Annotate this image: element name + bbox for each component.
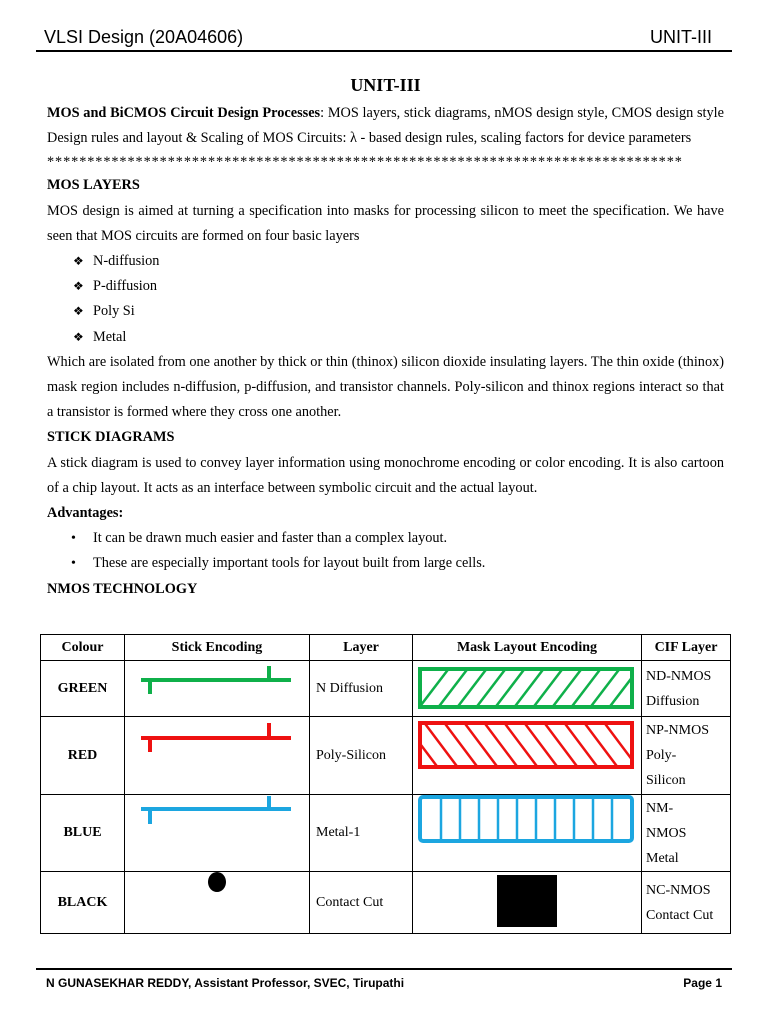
table-header-row [41, 635, 731, 661]
list-item-text: N-diffusion [93, 253, 160, 270]
page-number: Page 1 [683, 976, 722, 990]
advantages-heading: Advantages: [47, 505, 124, 522]
column-header: Colour [41, 635, 125, 661]
red-stick-icon [125, 717, 309, 794]
colour-cell: RED [41, 717, 125, 795]
nmos-technology-heading: NMOS TECHNOLOGY [47, 580, 198, 597]
mos-layers-heading: MOS LAYERS [47, 177, 140, 194]
cif-line: Poly- [646, 748, 677, 763]
layer-list [47, 249, 724, 350]
page-footer [36, 968, 732, 990]
cif-cell [642, 661, 731, 717]
layer-cell: Poly-Silicon [310, 717, 413, 795]
contact-square-icon [413, 872, 641, 933]
column-header: Layer [310, 635, 413, 661]
stick-encoding-cell [125, 795, 310, 872]
page-header [36, 26, 732, 52]
mask-layout-cell [413, 661, 642, 717]
intro-paragraph [47, 101, 724, 151]
cif-line: NM- [646, 800, 674, 816]
bullet-icon: ❖ [73, 254, 84, 269]
list-item-text: Metal [93, 328, 127, 345]
layer-cell: N Diffusion [310, 661, 413, 717]
mask-layout-cell [413, 717, 642, 795]
table-row [41, 872, 731, 934]
green-mask-icon [413, 661, 641, 716]
colour-cell: BLUE [41, 795, 125, 872]
red-mask-icon [413, 717, 641, 794]
stick-encoding-cell [125, 872, 310, 934]
mask-layout-cell [413, 872, 642, 934]
blue-mask-icon [413, 795, 641, 871]
bullet-dot-icon: • [71, 531, 76, 547]
list-item [47, 526, 724, 551]
unit-label: UNIT-III [650, 27, 712, 47]
cif-cell [642, 872, 731, 934]
page-title: UNIT-III [350, 75, 421, 95]
cif-line: ND-NMOS [646, 668, 712, 684]
stick-diagrams-heading: STICK DIAGRAMS [47, 429, 175, 446]
bullet-icon: ❖ [73, 304, 84, 319]
contact-dot-icon [125, 872, 309, 933]
colour-cell: BLACK [41, 872, 125, 934]
author-credit: N GUNASEKHAR REDDY, Assistant Professor, SVEC, Tirupathi [46, 976, 405, 990]
course-title: VLSI Design (20A04606) [44, 27, 244, 47]
advantages-list [47, 526, 724, 576]
column-header: CIF Layer [642, 635, 731, 661]
nmos-encoding-table [40, 634, 731, 934]
cif-line: NMOS [646, 825, 687, 841]
cif-line: Metal [646, 850, 679, 866]
document-body [47, 70, 724, 602]
colour-cell: GREEN [41, 661, 125, 717]
cif-line: Diffusion [646, 693, 700, 709]
intro-text: : MOS layers, stick diagrams, nMOS design style, CMOS design style Design rules and layout & Scaling of MOS Circuits: λ - based design rules, scaling factors for device parameters [47, 105, 724, 147]
cif-line: NC-NMOS [646, 882, 711, 898]
list-item-text: These are especially important tools for layout built from large cells. [93, 555, 486, 572]
green-stick-icon [125, 661, 309, 716]
cif-line: Contact Cut [646, 907, 714, 923]
list-item [47, 249, 724, 274]
list-item [47, 274, 724, 299]
star-divider: ******************************************************************************* [47, 154, 683, 171]
mask-layout-cell [413, 795, 642, 872]
list-item-text: It can be drawn much easier and faster than a complex layout. [93, 530, 448, 547]
cif-cell [642, 717, 731, 795]
cif-cell [642, 795, 731, 872]
table-row [41, 717, 731, 795]
list-item-text: P-diffusion [93, 278, 158, 295]
bullet-icon: ❖ [73, 279, 84, 294]
bullet-dot-icon: • [71, 556, 76, 572]
stick-encoding-cell [125, 717, 310, 795]
intro-bold: MOS and BiCMOS Circuit Design Processes [47, 105, 321, 121]
cif-line: Silicon [646, 773, 686, 788]
list-item [47, 299, 724, 324]
cif-line: NP-NMOS [646, 723, 710, 738]
list-item [47, 551, 724, 576]
list-item-text: Poly Si [93, 303, 135, 320]
bullet-icon: ❖ [73, 329, 84, 344]
list-item [47, 325, 724, 350]
table-row [41, 661, 731, 717]
mos-layers-paragraph-1: MOS design is aimed at turning a specification into masks for processing silicon to meet the specification. We have seen that MOS circuits are formed on four basic layers [47, 202, 724, 244]
column-header: Stick Encoding [125, 635, 310, 661]
layer-cell: Contact Cut [310, 872, 413, 934]
stick-encoding-cell [125, 661, 310, 717]
mos-layers-paragraph-2: Which are isolated from one another by thick or thin (thinox) silicon dioxide insulating layers. The thin oxide (thinox) mask region includes n-diffusion, p-diffusion, and transistor channels. Poly-silicon and thinox regions interact so that a transistor is formed where they cross one another. [47, 353, 724, 421]
layer-cell: Metal-1 [310, 795, 413, 872]
stick-diagrams-paragraph: A stick diagram is used to convey layer information using monochrome encoding or color encoding. It is also cartoon of a chip layout. It acts as an interface between symbolic circuit and the actual layout. [47, 454, 724, 496]
column-header: Mask Layout Encoding [413, 635, 642, 661]
blue-stick-icon [125, 795, 309, 871]
table-row [41, 795, 731, 872]
